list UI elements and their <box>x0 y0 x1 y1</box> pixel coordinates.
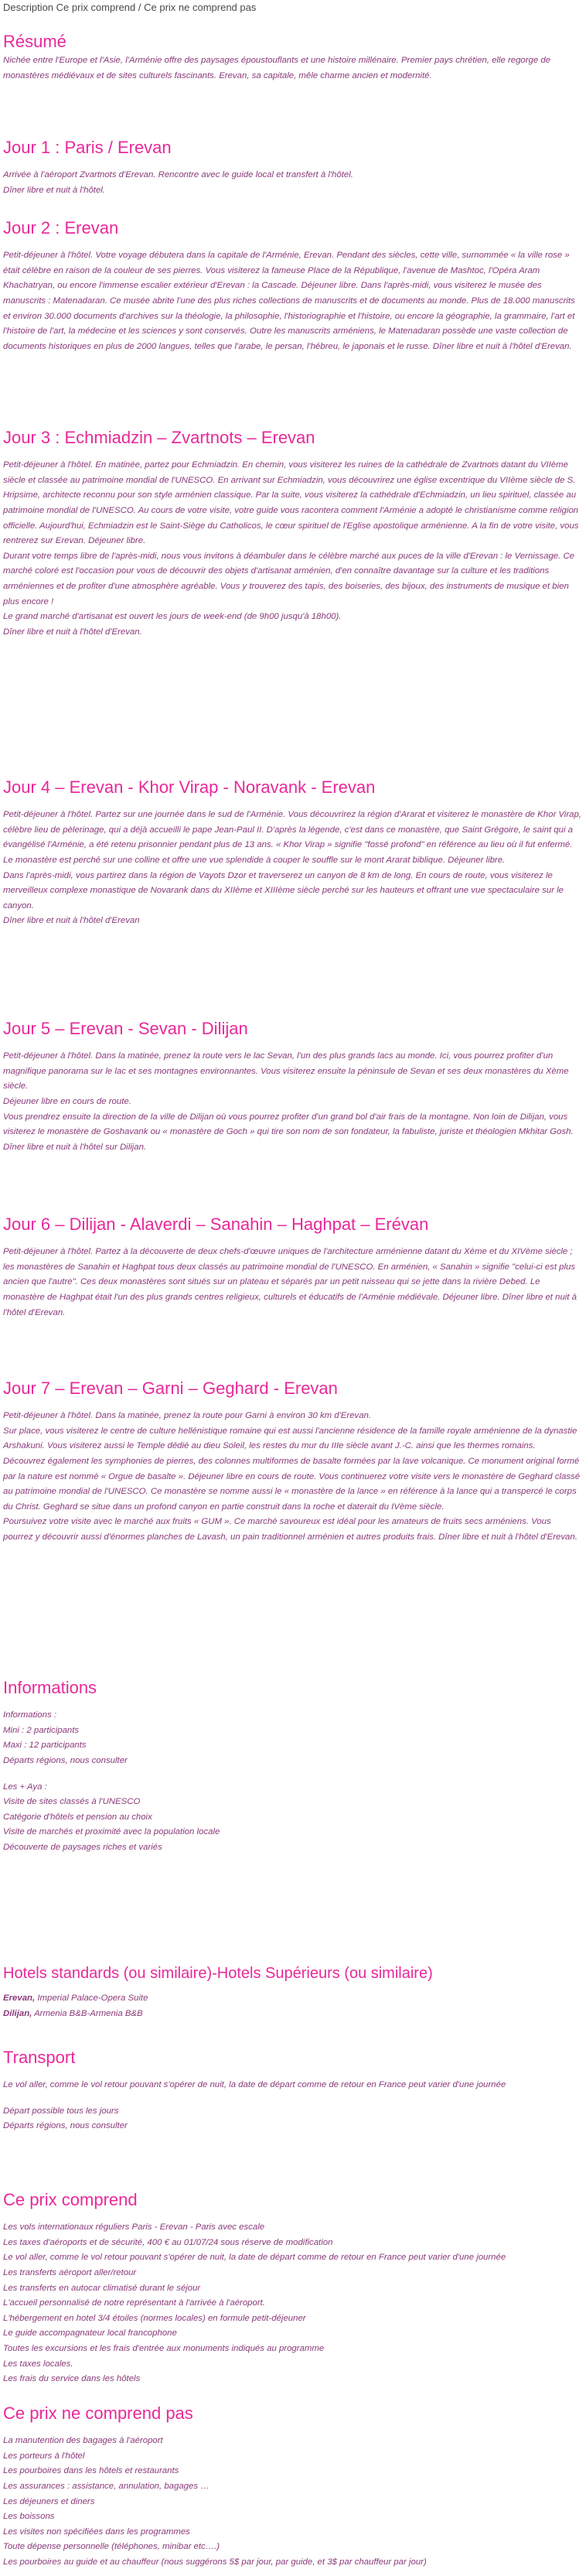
transport-section <box>3 2048 581 2191</box>
informations-section <box>3 1679 581 1965</box>
informations-participants: Mini : 2 participants Maxi : 12 participants Départs régions, nous consulter <box>3 1725 128 1765</box>
day-7-title: Jour 7 – Erevan – Garni – Geghard - Erevan <box>3 1379 338 1398</box>
resume-section <box>3 32 581 138</box>
day-4-text: Petit-déjeuner à l'hôtel. Partez sur une journée dans le sud de l'Arménie. Vous découvrirez la région d'Ararat et visiterez le monastère de Khor Virap, célèbre lieu de pèlerinage, qui a déjà accueilli le pape Jean-Paul II. D'après la légende, c'est dans ce monastère, que Saint Grégoire, le saint qui a évangélisé l'Arménie, a été retenu prisonnier pendant plus de 13 ans. « Khor Virap » signifie "fossé profond" en référence au lieu où il fut enfermé. Le monastère est perché sur une colline et offre une vue splendide à couper le souffle sur le mont Ararat biblique. Déjeuner libre. Dans l'après-midi, vous partirez dans la région de Vayots Dzor et traverserez un canyon de 8 km de long. En cours de route, vous visiterez le merveilleux complexe monastique de Novarank dans du XIIème et XIIIème siècle perché sur les hauteurs et offrant une vue spectaculaire sur le canyon. Dîner libre et nuit à l'hôtel d'Erevan <box>3 810 581 926</box>
excludes-title: Ce prix ne comprend pas <box>3 2403 193 2423</box>
hotel-line-erevan <box>3 1991 581 2007</box>
hotel-name: Imperial Palace-Opera Suite <box>35 1993 148 2003</box>
informations-highlights: Les + Aya : Visite de sites classés à l'UNESCO Catégorie d'hôtels et pension au choix Visite de marchés et proximité avec la population locale Découverte de paysages riches et variés <box>3 1782 220 1852</box>
includes-section <box>3 2191 581 2404</box>
informations-heading: Informations : <box>3 1710 57 1720</box>
hotels-title: Hotels standards (ou similaire)-Hotels Supérieurs (ou similaire) <box>3 1965 433 1982</box>
tab-separator: / <box>135 2 145 13</box>
day-6-text: Petit-déjeuner à l'hôtel. Partez à la découverte de deux chefs-d'œuvre uniques de l'architecture arménienne datant du Xème et du XIVème siècle ; les monastères de Sanahin et Haghpat tous deux classés au patrimoine mondial de l'UNESCO. En arménien, « Sanahin » signifie "celui-ci est plus ancien que l'autre". Ces deux monastères sont situés sur un plateau et séparés par un petit ruisseau qui se jette dans la rivière Debed. Le monastère de Haghpat était l'un des plus grands centres religieux, culturels et éducatifs de l'Arménie médiévale. Déjeuner libre. Dîner libre et nuit à l'hôtel d'Erevan. <box>3 1247 577 1317</box>
tab-includes[interactable]: Ce prix comprend <box>56 2 136 13</box>
hotel-line-dilijan <box>3 2007 581 2022</box>
excludes-section <box>3 2404 581 2571</box>
tab-excludes[interactable]: Ce prix ne comprend pas <box>144 2 257 13</box>
includes-list: Les vols internationaux réguliers Paris - Erevan - Paris avec escale Les taxes d'aéroports et de sécurité, 400 € au 01/07/24 sous réserve de modification Le vol aller, comme le vol retour pouvant s'opérer de nuit, la date de départ comme de retour en France peut varier d'une journée Les transferts aéroport aller/retour Les transferts en autocar climatisé durant le séjour L'accueil personnalisé de notre représentant à l'arrivée à l'aéroport. L'hébergement en hotel 3/4 étoiles (normes locales) en formule petit-déjeuner Le guide accompagnateur local francophone Toutes les excursions et les frais d'entrée aux monuments indiqués au programme Les taxes locales. Les frais du service dans les hôtels <box>3 2222 506 2384</box>
resume-text: Nichée entre l'Europe et l'Asie, l'Arménie offre des paysages époustouflants et une histoire millénaire. Premier pays chrétien, elle regorge de monastères médiévaux et de sites culturels fascinants. Erevan, sa capitale, mêle charme ancien et modernité. <box>3 56 551 80</box>
day-2-title: Jour 2 : Erevan <box>3 218 119 237</box>
day-4-title: Jour 4 – Erevan - Khor Virap - Noravank - Erevan <box>3 777 376 797</box>
day-6-title: Jour 6 – Dilijan - Alaverdi – Sanahin – Haghpat – Erévan <box>3 1215 429 1234</box>
transport-departures: Départ possible tous les jours Départs régions, nous consulter <box>3 2106 128 2131</box>
day-6-section <box>3 1215 581 1379</box>
hotel-city: Erevan, <box>3 1993 36 2003</box>
tab-description[interactable]: Description <box>3 2 54 13</box>
hotels-section <box>3 1965 581 2048</box>
day-5-title: Jour 5 – Erevan - Sevan - Dilijan <box>3 1019 248 1038</box>
tab-bar <box>3 0 581 32</box>
day-7-section <box>3 1379 581 1679</box>
hotel-city: Dilijan, <box>3 2008 32 2018</box>
day-3-text: Petit-déjeuner à l'hôtel. En matinée, partez pour Echmiadzin. En chemin, vous visiterez les ruines de la cathédrale de Zvartnots datant du VIIème siècle et classée au patrimoine mondial de l'UNESCO. En arrivant sur Echmiadzin, vous découvrirez une église excentrique du VIIème siècle de S. Hripsime, architecte reconnu pour son style arménien classique. Par la suite, vous visiterez la cathédrale d'Echmiadzin, un lieu spirituel, classée au patrimoine mondial de l'UNESCO. Au cours de votre visite, votre guide vous racontera comment l'Arménie a adopté le christianisme comme religion officielle. Aujourd'hui, Echmiadzin est le Saint-Siège du Catholicos, le cœur spirituel de l'Eglise apostolique arménienne. A la fin de votre visite, vous rentrerez sur Erevan. Déjeuner libre. Durant votre temps libre de l'après-midi, nous vous invitons à déambuler dans le célèbre marché aux puces de la ville d'Erevan : le Vernissage. Ce marché coloré est l'occasion pour vous de découvrir des objets d'artisanat arménien, d'en connaître davantage sur la culture et les traditions arméniennes et de profiter d'une atmosphère agréable. Vous y trouverez des tapis, des boiseries, des bijoux, des instruments de musique et bien plus encore ! Le grand marché d'artisanat est ouvert les jours de week-end (de 9h00 jusqu'à 18h00). Dîner libre et nuit à l'hôtel d'Erevan. <box>3 460 579 637</box>
day-3-section <box>3 429 581 778</box>
day-2-section <box>3 219 581 429</box>
excludes-list: La manutention des bagages à l'aéroport Les porteurs à l'hôtel Les pourboires dans les hôtels et restaurants Les assurances : assistance, annulation, bagages … Les déjeuners et diners Les boissons Les visites non spécifiées dans les programmes Toute dépense personnelle (téléphones, minibar etc….) Les pourboires au guide et au chauffeur (nous suggérons 5$ par jour, par guide, et 3$ par chauffeur par jour) <box>3 2436 427 2567</box>
day-1-title: Jour 1 : Paris / Erevan <box>3 138 172 157</box>
day-2-text: Petit-déjeuner à l'hôtel. Votre voyage débutera dans la capitale de l'Arménie, Erevan. Pendant des siècles, cette ville, surnommée « la ville rose » était célèbre en raison de la couleur de ses pierres. Vous visiterez la fameuse Place de la République, l'avenue de Mashtoc, l'Opéra Aram Khachatryan, ou encore l'immense escalier extérieur d'Erevan : la Cascade. Déjeuner libre. Dans l'après-midi, vous visiterez le musée des manuscrits : Matenadaran. Ce musée abrite l'une des plus riches collections de manuscrits et de documents au monde. Plus de 18.000 manuscrits et environ 30.000 documents d'archives sur la théologie, la philosophie, l'historiographie et l'histoire, ou encore la géographie, la grammaire, l'art et l'histoire de l'art, la médecine et les sciences y sont conservés. Outre les manuscrits arméniens, le Matenadaran possède une vaste collection de documents historiques en plus de 2000 langues, telles que l'arabe, le persan, l'hébreu, le japonais et le russe. Dîner libre et nuit à l'hôtel d'Erevan. <box>3 251 575 351</box>
day-5-text: Petit-déjeuner à l'hôtel. Dans la matinée, prenez la route vers le lac Sevan, l'un des plus grands lacs au monde. Ici, vous pourrez profiter d'un magnifique panorama sur le lac et ses montagnes environnantes. Vous visiterez ensuite la péninsule de Sevan et ses deux monastères du Xème siècle. Déjeuner libre en cours de route. Vous prendrez ensuite la direction de la ville de Dilijan où vous pourrez profiter d'un grand bol d'air frais de la montagne. Non loin de Dilijan, vous visiterez le monastère de Goshavank ou « monastère de Goch » qui tire son nom de son fondateur, la fabuliste, juriste et théologien Mkhitar Gosh. Dîner libre et nuit à l'hôtel sur Dilijan. <box>3 1051 574 1152</box>
hotel-name: Armenia B&B-Armenia B&B <box>32 2008 143 2018</box>
day-4-section <box>3 778 581 1020</box>
day-3-title: Jour 3 : Echmiadzin – Zvartnots – Erevan <box>3 428 315 447</box>
day-5-section <box>3 1020 581 1215</box>
transport-text: Le vol aller, comme le vol retour pouvant s'opérer de nuit, la date de départ comme de retour en France peut varier d'une journée <box>3 2080 506 2090</box>
includes-title: Ce prix comprend <box>3 2190 138 2209</box>
day-7-text: Petit-déjeuner à l'hôtel. Dans la matinée, prenez la route pour Garni à environ 30 km d'Erevan. Sur place, vous visiterez le centre de culture hellénistique romaine qui est aussi l'ancienne résidence de la famille royale arménienne de la dynastie Arshakuni. Vous visiterez aussi le Temple dédié au dieu Soleil, les restes du mur du IIIe siècle avant J.-C. ainsi que les thermes romains. Découvrez également les symphonies de pierres, des colonnes multiformes de basalte formées par la lave volcanique. Ce monument original formé par la nature est nommé « Orgue de basalte ». Déjeuner libre en cours de route. Vous continuerez votre visite vers le monastère de Geghard classé au patrimoine mondial de l'UNESCO. Ce monastère se nomme aussi le « monastère de la lance » en référence à la lance qui a transpercé le corps du Christ. Geghard se situe dans un profond canyon en partie construit dans la roche et daterait du IVème siècle. Poursuivez votre visite avec le marché aux fruits « GUM ». Ce marché savoureux est idéal pour les amateurs de fruits secs arméniens. Vous pourrez y découvrir aussi d'énormes planches de Lavash, un pain traditionnel arménien et autres produits frais. Dîner libre et nuit à l'hôtel d'Erevan. <box>3 1411 581 1542</box>
resume-title: Résumé <box>3 32 66 51</box>
transport-title: Transport <box>3 2048 76 2067</box>
day-1-text: Arrivée à l'aéroport Zvartnots d'Erevan. Rencontre avec le guide local et transfert à l'hôtel. Dîner libre et nuit à l'hôtel. <box>3 170 353 195</box>
informations-title: Informations <box>3 1678 97 1697</box>
day-1-section <box>3 138 581 219</box>
